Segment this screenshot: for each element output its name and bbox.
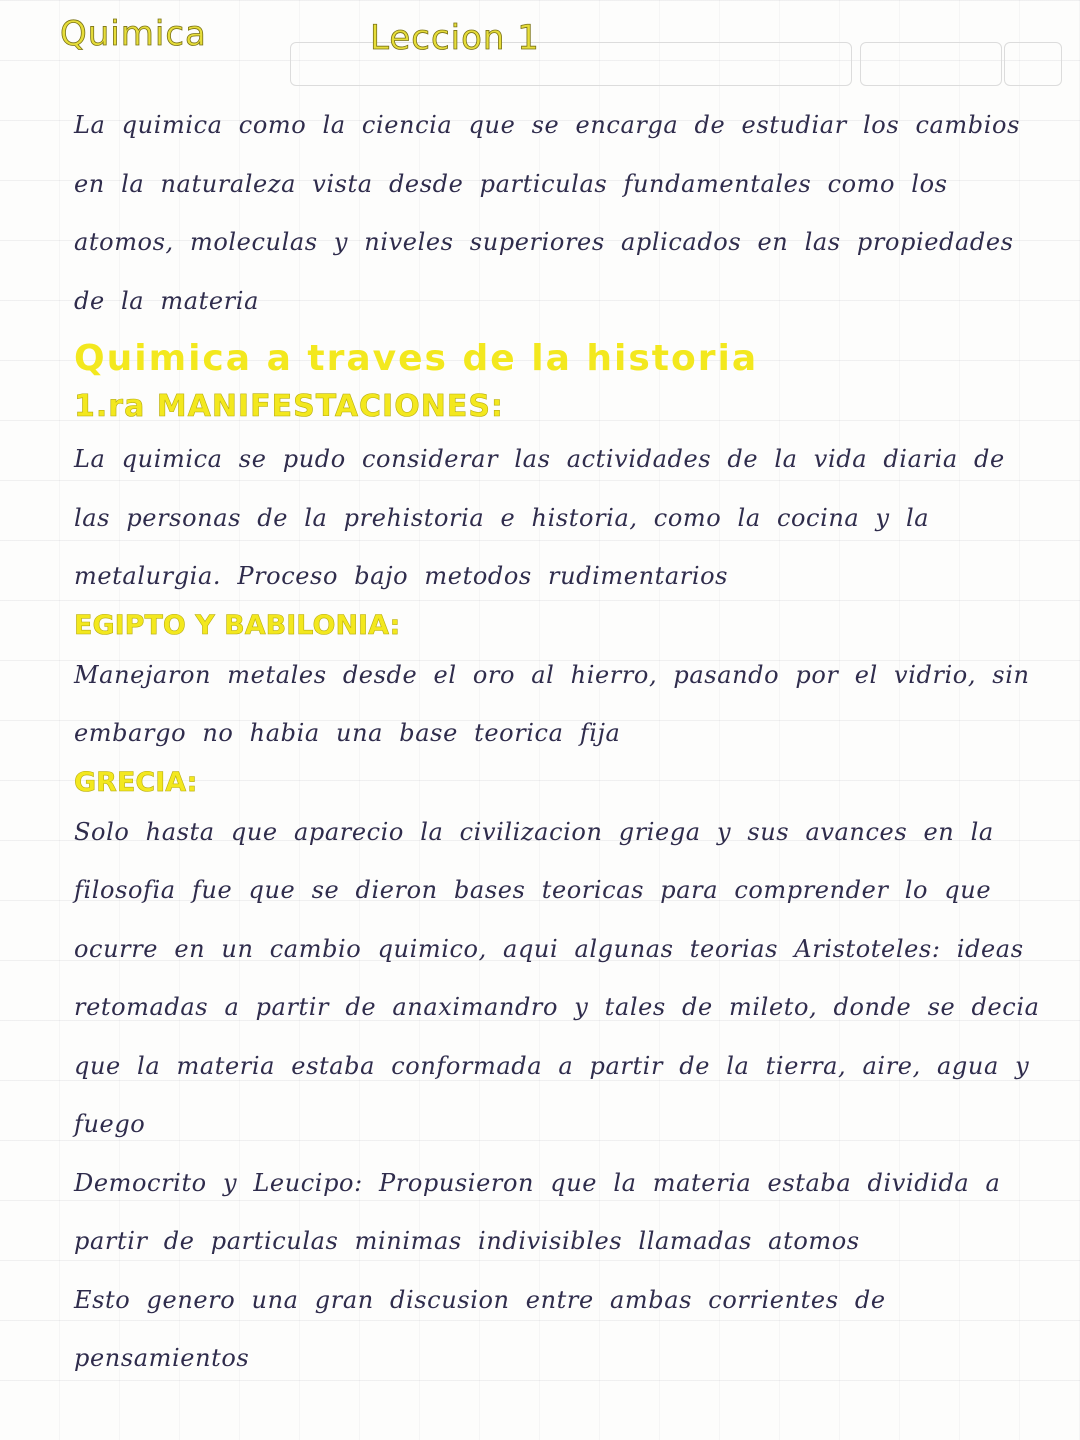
egipto-paragraph: Manejaron metales desde el oro al hierro, pasando por el vidrio, sin embargo no habia una base teorica fija: [74, 660, 1030, 747]
grecia-paragraph: Solo hasta que aparecio la civilizacion griega y sus avances en la filosofia fue que se dieron bases teoricas para comprender lo que ocurre en un cambio quimico, aqui algunas teorias Aristoteles: ideas retomadas a partir de anaximandro y tales de mileto, donde se decia que la materia estaba conformada a partir de la tierra, aire, agua y fuego: [74, 817, 1040, 1138]
header-box-number: [1004, 42, 1062, 86]
subject-title: Quimica: [60, 14, 207, 54]
democrito-paragraph: Democrito y Leucipo: Propusieron que la materia estaba dividida a partir de particulas minimas indivisibles llamadas atomos: [74, 1168, 1001, 1255]
history-heading: Quimica a traves de la historia: [74, 338, 759, 379]
esto-paragraph: Esto genero una gran discusion entre ambas corrientes de pensamientos: [74, 1285, 886, 1372]
egipto-heading: EGIPTO Y BABILONIA:: [74, 609, 401, 641]
header-box-date: [860, 42, 1002, 86]
page-header: [60, 14, 1060, 76]
notes-content: [74, 96, 1044, 1416]
grecia-heading: GRECIA:: [74, 766, 198, 798]
manifestaciones-paragraph: La quimica se pudo considerar las actividades de la vida diaria de las personas de la prehistoria e historia, como la cocina y la metalurgia. Proceso bajo metodos rudimentarios: [74, 445, 1005, 590]
intro-paragraph: La quimica como la ciencia que se encarga de estudiar los cambios en la naturaleza vista desde particulas fundamentales como los atomos, moleculas y niveles superiores aplicados en las propiedades de la materia: [74, 111, 1020, 315]
manifestaciones-heading: 1.ra MANIFESTACIONES:: [74, 389, 504, 424]
lesson-title: Leccion 1: [370, 18, 540, 58]
